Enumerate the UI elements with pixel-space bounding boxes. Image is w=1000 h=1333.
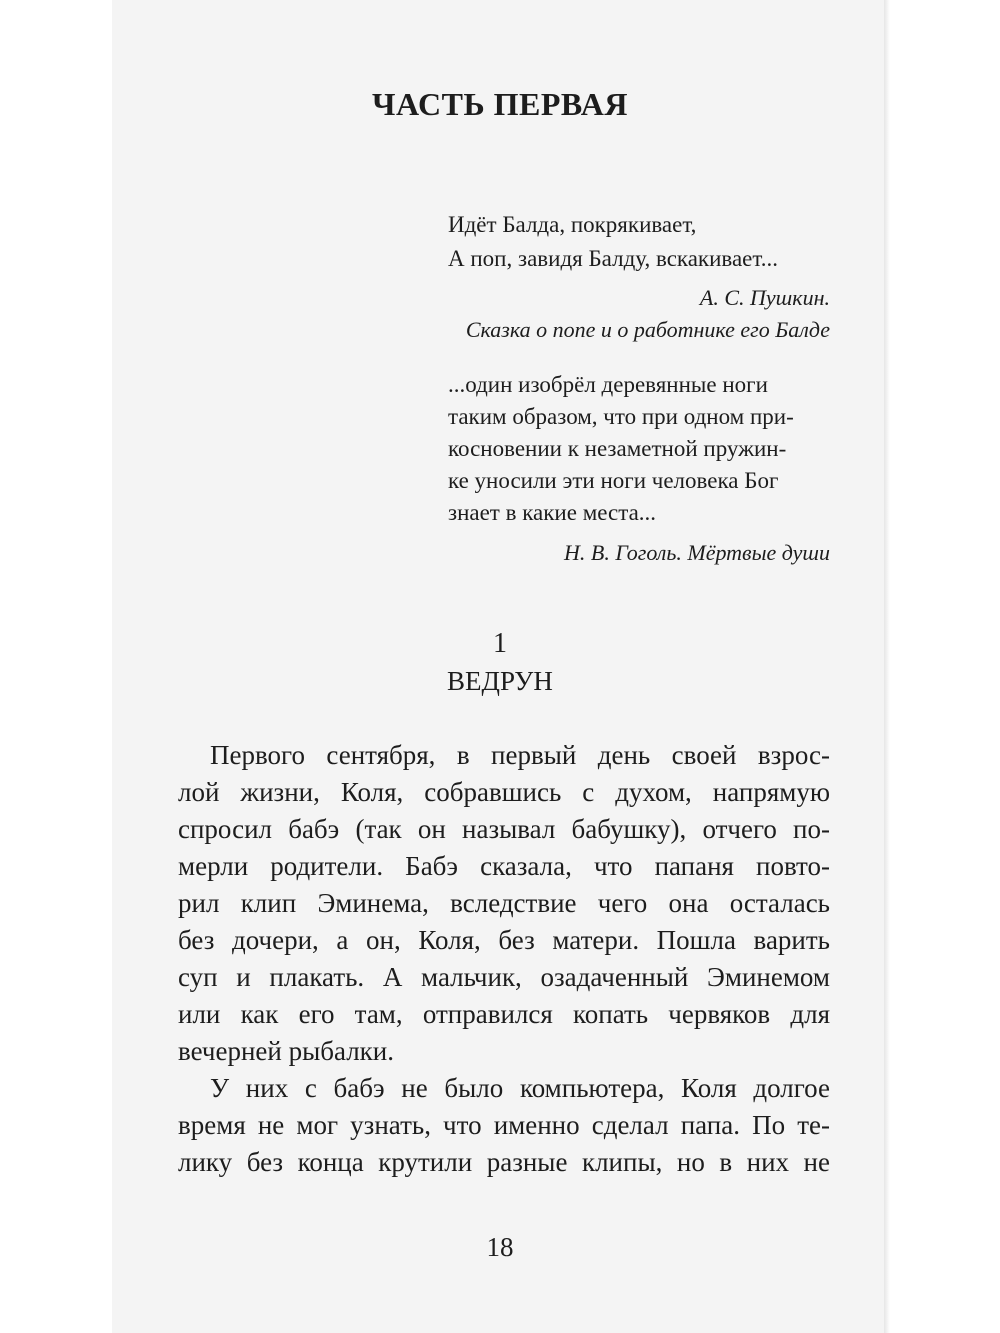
part-title: ЧАСТЬ ПЕРВАЯ [372, 86, 628, 122]
epigraph2-line: таким образом, что при одном при- [448, 404, 794, 429]
body-line: лику без конца крутили разные клипы, но в них не [178, 1147, 830, 1177]
body-line: без дочери, а он, Коля, без матери. Пошла варить [178, 925, 830, 955]
chapter-title: ВЕДРУН [447, 666, 553, 696]
epigraph2-line: косновении к незаметной пружин- [448, 436, 787, 461]
epigraph2-attribution: Н. В. Гоголь. Мёртвые души [564, 540, 830, 565]
page-number: 18 [486, 1232, 514, 1262]
epigraph1-line: Идёт Балда, покрякивает, [448, 212, 697, 237]
body-line: мерли родители. Бабэ сказала, что папаня повто- [178, 851, 830, 881]
body-line: время не мог узнать, что именно сделал папа. По те- [178, 1110, 830, 1140]
body-line: Первого сентября, в первый день своей взрос- [210, 740, 830, 770]
body-line: У них с бабэ не было компьютера, Коля долгое [210, 1073, 830, 1103]
epigraph2-line: ...один изобрёл деревянные ноги [448, 372, 768, 397]
body-line: или как его там, отправился копать червяков для [178, 999, 830, 1029]
epigraph1-source: Сказка о попе и о работнике его Балде [465, 317, 830, 342]
epigraph2-line: ке уносили эти ноги человека Бог [448, 468, 779, 493]
body-line: лой жизни, Коля, собравшись с духом, напрямую [178, 777, 830, 807]
chapter-number: 1 [493, 628, 507, 659]
body-line: спросил бабэ (так он называл бабушку), отчего по- [178, 814, 830, 844]
epigraph1-author: А. С. Пушкин. [699, 285, 830, 310]
epigraph2-line: знает в какие места... [448, 500, 657, 525]
body-line: суп и плакать. А мальчик, озадаченный Эминемом [178, 962, 830, 992]
epigraph1-line: А поп, завидя Балду, вскакивает... [448, 246, 778, 271]
body-line: вечерней рыбалки. [178, 1036, 394, 1066]
body-line: рил клип Эминема, вследствие чего она осталась [178, 888, 830, 918]
